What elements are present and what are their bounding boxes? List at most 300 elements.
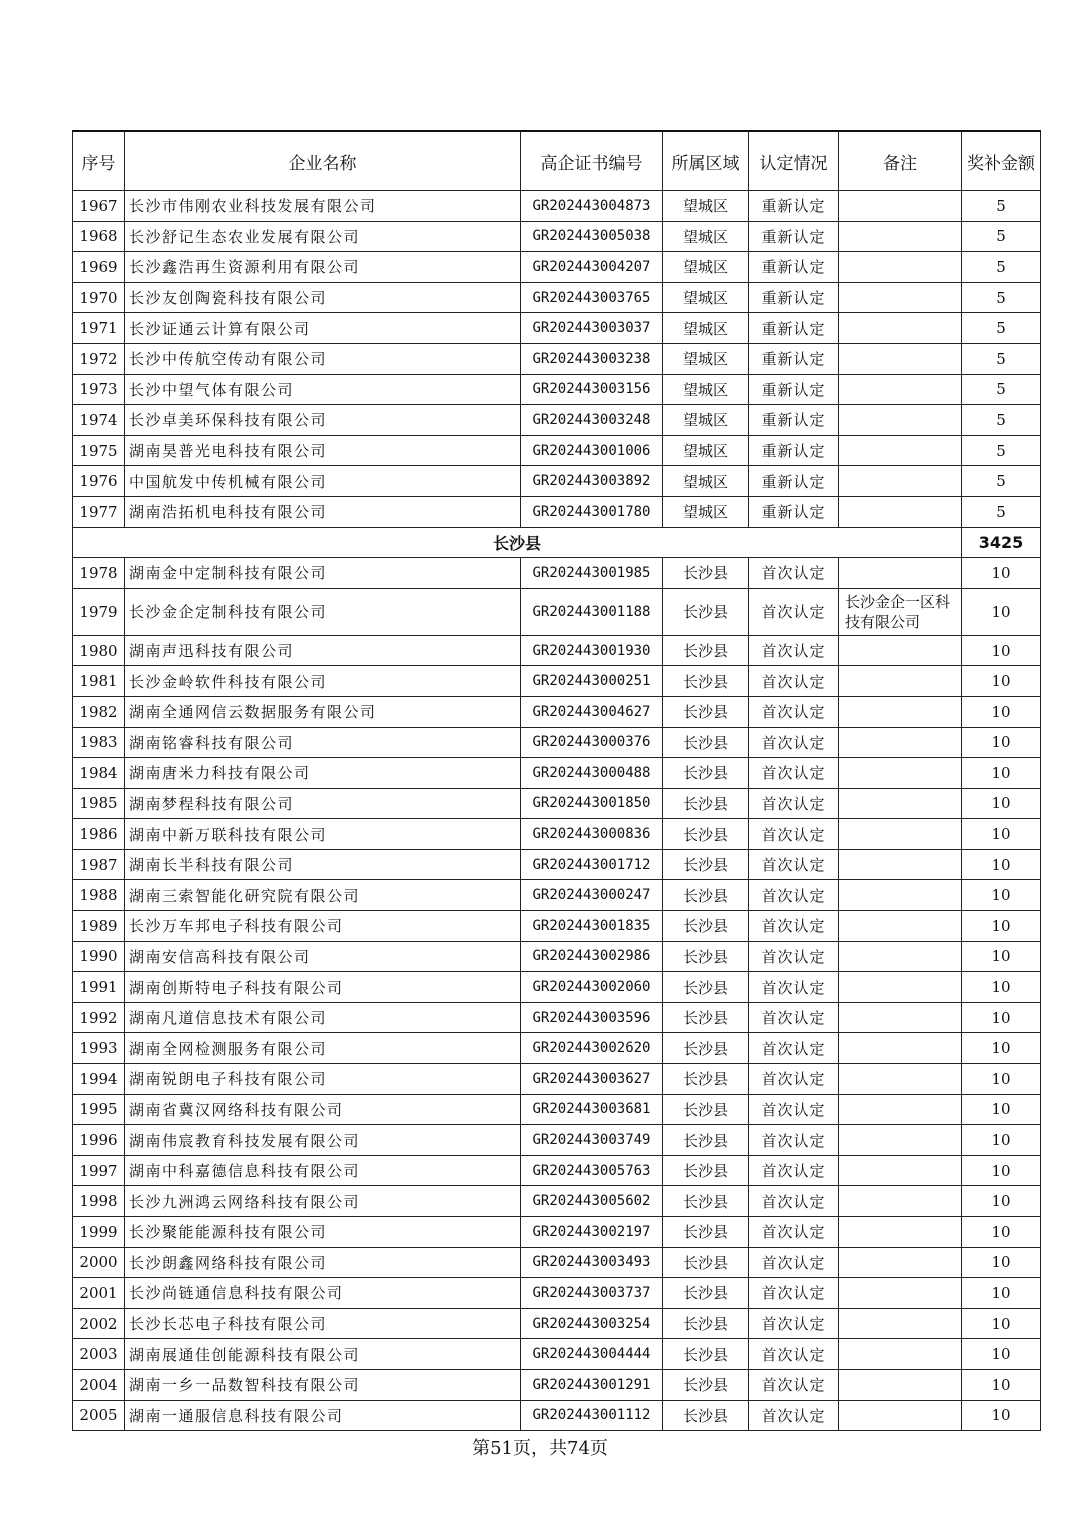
table-row xyxy=(73,282,1041,313)
cell-company-name: 长沙聚能能源科技有限公司 xyxy=(125,1217,521,1248)
table-row xyxy=(73,1278,1041,1309)
cell-note xyxy=(839,1033,962,1064)
cell-district: 长沙县 xyxy=(663,696,749,727)
cell-district: 长沙县 xyxy=(663,1125,749,1156)
cell-district: 望城区 xyxy=(663,313,749,344)
cell-seq: 2000 xyxy=(73,1247,125,1278)
cell-company-name: 长沙证通云计算有限公司 xyxy=(125,313,521,344)
cell-cert-number: GR202443005763 xyxy=(521,1155,663,1186)
cell-seq: 1983 xyxy=(73,727,125,758)
cell-seq: 1984 xyxy=(73,758,125,789)
header-status: 认定情况 xyxy=(749,131,839,191)
cell-company-name: 湖南安信高科技有限公司 xyxy=(125,941,521,972)
header-seq: 序号 xyxy=(73,131,125,191)
cell-note xyxy=(839,788,962,819)
cell-cert-number: GR202443001712 xyxy=(521,849,663,880)
table-row xyxy=(73,435,1041,466)
table-row xyxy=(73,880,1041,911)
cell-seq: 1977 xyxy=(73,496,125,527)
cell-status: 首次认定 xyxy=(749,1247,839,1278)
cell-note xyxy=(839,252,962,283)
cell-status: 首次认定 xyxy=(749,1278,839,1309)
cell-seq: 1986 xyxy=(73,819,125,850)
table-row xyxy=(73,758,1041,789)
cell-district: 长沙县 xyxy=(663,880,749,911)
cell-cert-number: GR202443002060 xyxy=(521,972,663,1003)
cell-amount: 10 xyxy=(962,1155,1041,1186)
cell-company-name: 湖南唐米力科技有限公司 xyxy=(125,758,521,789)
cell-cert-number: GR202443003493 xyxy=(521,1247,663,1278)
cell-amount: 10 xyxy=(962,849,1041,880)
cell-status: 首次认定 xyxy=(749,1064,839,1095)
cell-seq: 1997 xyxy=(73,1155,125,1186)
cell-district: 长沙县 xyxy=(663,1186,749,1217)
cell-cert-number: GR202443001112 xyxy=(521,1400,663,1431)
cell-status: 首次认定 xyxy=(749,788,839,819)
cell-status: 首次认定 xyxy=(749,727,839,758)
cell-amount: 10 xyxy=(962,819,1041,850)
cell-status: 首次认定 xyxy=(749,1125,839,1156)
cell-company-name: 湖南创斯特电子科技有限公司 xyxy=(125,972,521,1003)
cell-company-name: 湖南浩拓机电科技有限公司 xyxy=(125,496,521,527)
cell-status: 重新认定 xyxy=(749,435,839,466)
cell-amount: 10 xyxy=(962,696,1041,727)
cell-cert-number: GR202443003238 xyxy=(521,343,663,374)
cell-amount: 10 xyxy=(962,880,1041,911)
cell-seq: 1968 xyxy=(73,221,125,252)
cell-cert-number: GR202443003749 xyxy=(521,1125,663,1156)
cell-company-name: 湖南长半科技有限公司 xyxy=(125,849,521,880)
cell-district: 长沙县 xyxy=(663,972,749,1003)
cell-amount: 10 xyxy=(962,972,1041,1003)
cell-note xyxy=(839,221,962,252)
cell-note: 长沙金企一区科技有限公司 xyxy=(839,588,962,635)
cell-amount: 10 xyxy=(962,727,1041,758)
cell-note xyxy=(839,313,962,344)
cell-amount: 5 xyxy=(962,496,1041,527)
cell-cert-number: GR202443003037 xyxy=(521,313,663,344)
cell-note xyxy=(839,849,962,880)
cell-cert-number: GR202443000836 xyxy=(521,819,663,850)
cell-cert-number: GR202443003156 xyxy=(521,374,663,405)
cell-seq: 1970 xyxy=(73,282,125,313)
cell-district: 望城区 xyxy=(663,221,749,252)
table-row xyxy=(73,496,1041,527)
cell-seq: 1989 xyxy=(73,911,125,942)
table-row xyxy=(73,1064,1041,1095)
table-row xyxy=(73,911,1041,942)
cell-district: 长沙县 xyxy=(663,1369,749,1400)
cell-note xyxy=(839,911,962,942)
cell-amount: 10 xyxy=(962,911,1041,942)
cell-status: 首次认定 xyxy=(749,911,839,942)
cell-company-name: 湖南省冀汉网络科技有限公司 xyxy=(125,1094,521,1125)
header-note: 备注 xyxy=(839,131,962,191)
cell-status: 首次认定 xyxy=(749,1033,839,1064)
cell-seq: 1995 xyxy=(73,1094,125,1125)
cell-amount: 10 xyxy=(962,1217,1041,1248)
table-row xyxy=(73,405,1041,436)
cell-seq: 1988 xyxy=(73,880,125,911)
cell-company-name: 湖南展通佳创能源科技有限公司 xyxy=(125,1339,521,1370)
cell-district: 长沙县 xyxy=(663,758,749,789)
cell-company-name: 湖南一乡一品数智科技有限公司 xyxy=(125,1369,521,1400)
cell-seq: 1971 xyxy=(73,313,125,344)
cell-cert-number: GR202443003627 xyxy=(521,1064,663,1095)
cell-seq: 1999 xyxy=(73,1217,125,1248)
cell-district: 望城区 xyxy=(663,435,749,466)
cell-company-name: 长沙市伟刚农业科技发展有限公司 xyxy=(125,191,521,222)
cell-district: 长沙县 xyxy=(663,1400,749,1431)
cell-seq: 1969 xyxy=(73,252,125,283)
cell-status: 首次认定 xyxy=(749,635,839,666)
cell-amount: 10 xyxy=(962,558,1041,589)
cell-district: 长沙县 xyxy=(663,941,749,972)
cell-company-name: 湖南声迅科技有限公司 xyxy=(125,635,521,666)
cell-note xyxy=(839,1247,962,1278)
table-row xyxy=(73,1247,1041,1278)
cell-company-name: 湖南铭睿科技有限公司 xyxy=(125,727,521,758)
cell-amount: 10 xyxy=(962,788,1041,819)
table-row xyxy=(73,1155,1041,1186)
cell-note xyxy=(839,343,962,374)
cell-status: 重新认定 xyxy=(749,374,839,405)
cell-district: 长沙县 xyxy=(663,1339,749,1370)
cell-company-name: 湖南昊普光电科技有限公司 xyxy=(125,435,521,466)
cell-district: 长沙县 xyxy=(663,911,749,942)
cell-company-name: 湖南三索智能化研究院有限公司 xyxy=(125,880,521,911)
cell-amount: 10 xyxy=(962,1094,1041,1125)
header-cert-number: 高企证书编号 xyxy=(521,131,663,191)
table-row xyxy=(73,191,1041,222)
cell-company-name: 长沙中望气体有限公司 xyxy=(125,374,521,405)
cell-status: 首次认定 xyxy=(749,880,839,911)
cell-status: 首次认定 xyxy=(749,1339,839,1370)
cell-note xyxy=(839,1278,962,1309)
cell-company-name: 湖南凡道信息技术有限公司 xyxy=(125,1002,521,1033)
cell-seq: 1978 xyxy=(73,558,125,589)
cell-status: 首次认定 xyxy=(749,588,839,635)
cell-status: 重新认定 xyxy=(749,221,839,252)
table-row xyxy=(73,343,1041,374)
cell-company-name: 湖南一通服信息科技有限公司 xyxy=(125,1400,521,1431)
cell-note xyxy=(839,1002,962,1033)
cell-seq: 1980 xyxy=(73,635,125,666)
table-row xyxy=(73,941,1041,972)
cell-status: 首次认定 xyxy=(749,696,839,727)
cell-status: 首次认定 xyxy=(749,972,839,1003)
cell-amount: 5 xyxy=(962,466,1041,497)
enterprise-subsidy-table xyxy=(72,130,1041,1431)
cell-note xyxy=(839,972,962,1003)
cell-amount: 5 xyxy=(962,191,1041,222)
cell-note xyxy=(839,1339,962,1370)
cell-cert-number: GR202443000251 xyxy=(521,666,663,697)
section-row xyxy=(73,527,1041,558)
cell-district: 长沙县 xyxy=(663,1278,749,1309)
cell-status: 首次认定 xyxy=(749,1369,839,1400)
cell-note xyxy=(839,1369,962,1400)
cell-company-name: 湖南锐朗电子科技有限公司 xyxy=(125,1064,521,1095)
cell-seq: 1993 xyxy=(73,1033,125,1064)
cell-status: 重新认定 xyxy=(749,496,839,527)
cell-company-name: 长沙友创陶瓷科技有限公司 xyxy=(125,282,521,313)
table-row xyxy=(73,1400,1041,1431)
cell-amount: 10 xyxy=(962,1247,1041,1278)
cell-note xyxy=(839,635,962,666)
table-row xyxy=(73,558,1041,589)
table-row xyxy=(73,972,1041,1003)
cell-company-name: 长沙金企定制科技有限公司 xyxy=(125,588,521,635)
cell-district: 长沙县 xyxy=(663,666,749,697)
cell-amount: 5 xyxy=(962,435,1041,466)
table-row xyxy=(73,1339,1041,1370)
cell-seq: 1975 xyxy=(73,435,125,466)
cell-cert-number: GR202443005602 xyxy=(521,1186,663,1217)
cell-note xyxy=(839,758,962,789)
cell-company-name: 湖南梦程科技有限公司 xyxy=(125,788,521,819)
cell-note xyxy=(839,880,962,911)
table-row xyxy=(73,221,1041,252)
cell-amount: 5 xyxy=(962,405,1041,436)
cell-district: 望城区 xyxy=(663,466,749,497)
table-row xyxy=(73,374,1041,405)
cell-amount: 10 xyxy=(962,1125,1041,1156)
cell-cert-number: GR202443000247 xyxy=(521,880,663,911)
cell-company-name: 长沙卓美环保科技有限公司 xyxy=(125,405,521,436)
cell-amount: 10 xyxy=(962,1400,1041,1431)
cell-note xyxy=(839,941,962,972)
cell-company-name: 湖南全通网信云数据服务有限公司 xyxy=(125,696,521,727)
cell-cert-number: GR202443000376 xyxy=(521,727,663,758)
section-district-label: 长沙县 xyxy=(73,527,962,558)
header-district: 所属区域 xyxy=(663,131,749,191)
table-row xyxy=(73,819,1041,850)
cell-seq: 1987 xyxy=(73,849,125,880)
cell-amount: 5 xyxy=(962,374,1041,405)
cell-amount: 10 xyxy=(962,1186,1041,1217)
cell-cert-number: GR202443003765 xyxy=(521,282,663,313)
cell-amount: 10 xyxy=(962,941,1041,972)
table-row xyxy=(73,1369,1041,1400)
table-row xyxy=(73,313,1041,344)
table-row xyxy=(73,635,1041,666)
cell-status: 重新认定 xyxy=(749,343,839,374)
cell-note xyxy=(839,191,962,222)
cell-note xyxy=(839,727,962,758)
cell-amount: 10 xyxy=(962,1064,1041,1095)
cell-amount: 10 xyxy=(962,1369,1041,1400)
cell-seq: 1985 xyxy=(73,788,125,819)
cell-status: 首次认定 xyxy=(749,1094,839,1125)
cell-amount: 5 xyxy=(962,343,1041,374)
header-company-name: 企业名称 xyxy=(125,131,521,191)
cell-company-name: 长沙鑫浩再生资源利用有限公司 xyxy=(125,252,521,283)
cell-company-name: 湖南全网检测服务有限公司 xyxy=(125,1033,521,1064)
cell-note xyxy=(839,1186,962,1217)
cell-amount: 5 xyxy=(962,282,1041,313)
cell-amount: 5 xyxy=(962,252,1041,283)
table-row xyxy=(73,588,1041,635)
cell-district: 望城区 xyxy=(663,191,749,222)
cell-cert-number: GR202443001780 xyxy=(521,496,663,527)
cell-company-name: 长沙尚链通信息科技有限公司 xyxy=(125,1278,521,1309)
cell-seq: 1972 xyxy=(73,343,125,374)
cell-seq: 2004 xyxy=(73,1369,125,1400)
cell-amount: 10 xyxy=(962,1308,1041,1339)
cell-district: 长沙县 xyxy=(663,1217,749,1248)
cell-amount: 10 xyxy=(962,1033,1041,1064)
cell-company-name: 长沙长芯电子科技有限公司 xyxy=(125,1308,521,1339)
cell-seq: 1991 xyxy=(73,972,125,1003)
cell-amount: 10 xyxy=(962,1002,1041,1033)
cell-note xyxy=(839,1400,962,1431)
cell-amount: 10 xyxy=(962,635,1041,666)
cell-district: 望城区 xyxy=(663,496,749,527)
cell-seq: 1979 xyxy=(73,588,125,635)
cell-district: 长沙县 xyxy=(663,819,749,850)
table-row xyxy=(73,727,1041,758)
cell-seq: 1976 xyxy=(73,466,125,497)
cell-status: 重新认定 xyxy=(749,252,839,283)
cell-status: 重新认定 xyxy=(749,313,839,344)
cell-cert-number: GR202443002986 xyxy=(521,941,663,972)
cell-district: 长沙县 xyxy=(663,1094,749,1125)
table-row xyxy=(73,1125,1041,1156)
table-row xyxy=(73,788,1041,819)
cell-company-name: 长沙万车邦电子科技有限公司 xyxy=(125,911,521,942)
cell-district: 长沙县 xyxy=(663,1155,749,1186)
cell-seq: 1992 xyxy=(73,1002,125,1033)
cell-cert-number: GR202443001835 xyxy=(521,911,663,942)
table-row xyxy=(73,1094,1041,1125)
table-row xyxy=(73,696,1041,727)
cell-note xyxy=(839,1064,962,1095)
cell-cert-number: GR202443003254 xyxy=(521,1308,663,1339)
cell-cert-number: GR202443003737 xyxy=(521,1278,663,1309)
table-header-row xyxy=(73,131,1041,191)
cell-amount: 10 xyxy=(962,1278,1041,1309)
cell-cert-number: GR202443002620 xyxy=(521,1033,663,1064)
cell-note xyxy=(839,1094,962,1125)
cell-company-name: 长沙中传航空传动有限公司 xyxy=(125,343,521,374)
cell-cert-number: GR202443001930 xyxy=(521,635,663,666)
cell-amount: 5 xyxy=(962,221,1041,252)
cell-amount: 10 xyxy=(962,1339,1041,1370)
cell-seq: 1974 xyxy=(73,405,125,436)
cell-cert-number: GR202443004627 xyxy=(521,696,663,727)
cell-note xyxy=(839,696,962,727)
cell-note xyxy=(839,374,962,405)
cell-note xyxy=(839,466,962,497)
cell-cert-number: GR202443005038 xyxy=(521,221,663,252)
cell-note xyxy=(839,666,962,697)
cell-seq: 1973 xyxy=(73,374,125,405)
table-row xyxy=(73,466,1041,497)
table-row xyxy=(73,1002,1041,1033)
cell-district: 长沙县 xyxy=(663,788,749,819)
cell-district: 长沙县 xyxy=(663,588,749,635)
page-number: 第51页，共74页 xyxy=(472,1438,608,1459)
cell-note xyxy=(839,1125,962,1156)
cell-status: 首次认定 xyxy=(749,558,839,589)
cell-amount: 10 xyxy=(962,666,1041,697)
cell-cert-number: GR202443003681 xyxy=(521,1094,663,1125)
cell-note xyxy=(839,435,962,466)
cell-status: 首次认定 xyxy=(749,941,839,972)
cell-seq: 1996 xyxy=(73,1125,125,1156)
cell-company-name: 长沙舒记生态农业发展有限公司 xyxy=(125,221,521,252)
cell-district: 长沙县 xyxy=(663,1033,749,1064)
cell-company-name: 湖南中新万联科技有限公司 xyxy=(125,819,521,850)
table-row xyxy=(73,666,1041,697)
table-row xyxy=(73,849,1041,880)
cell-company-name: 湖南中科嘉德信息科技有限公司 xyxy=(125,1155,521,1186)
cell-note xyxy=(839,1155,962,1186)
cell-cert-number: GR202443004444 xyxy=(521,1339,663,1370)
cell-cert-number: GR202443003596 xyxy=(521,1002,663,1033)
cell-district: 长沙县 xyxy=(663,1247,749,1278)
cell-cert-number: GR202443001985 xyxy=(521,558,663,589)
cell-seq: 2002 xyxy=(73,1308,125,1339)
cell-district: 望城区 xyxy=(663,374,749,405)
cell-cert-number: GR202443001188 xyxy=(521,588,663,635)
cell-seq: 1967 xyxy=(73,191,125,222)
cell-district: 望城区 xyxy=(663,405,749,436)
cell-district: 长沙县 xyxy=(663,727,749,758)
cell-company-name: 长沙朗鑫网络科技有限公司 xyxy=(125,1247,521,1278)
cell-seq: 1994 xyxy=(73,1064,125,1095)
cell-note xyxy=(839,282,962,313)
cell-status: 重新认定 xyxy=(749,191,839,222)
cell-note xyxy=(839,1217,962,1248)
cell-cert-number: GR202443002197 xyxy=(521,1217,663,1248)
cell-company-name: 长沙金岭软件科技有限公司 xyxy=(125,666,521,697)
cell-amount: 10 xyxy=(962,758,1041,789)
cell-cert-number: GR202443003892 xyxy=(521,466,663,497)
cell-status: 首次认定 xyxy=(749,1002,839,1033)
cell-status: 首次认定 xyxy=(749,666,839,697)
cell-status: 重新认定 xyxy=(749,282,839,313)
cell-district: 长沙县 xyxy=(663,849,749,880)
cell-note xyxy=(839,1308,962,1339)
cell-status: 首次认定 xyxy=(749,819,839,850)
cell-company-name: 湖南金中定制科技有限公司 xyxy=(125,558,521,589)
table-row xyxy=(73,1217,1041,1248)
cell-district: 长沙县 xyxy=(663,635,749,666)
cell-seq: 1982 xyxy=(73,696,125,727)
cell-cert-number: GR202443003248 xyxy=(521,405,663,436)
cell-status: 首次认定 xyxy=(749,1186,839,1217)
table-row xyxy=(73,1186,1041,1217)
table-row xyxy=(73,1033,1041,1064)
header-amount: 奖补金额 xyxy=(962,131,1041,191)
table-row xyxy=(73,252,1041,283)
cell-company-name: 长沙九洲鸿云网络科技有限公司 xyxy=(125,1186,521,1217)
cell-district: 长沙县 xyxy=(663,1308,749,1339)
cell-seq: 2003 xyxy=(73,1339,125,1370)
cell-note xyxy=(839,819,962,850)
cell-note xyxy=(839,558,962,589)
cell-district: 长沙县 xyxy=(663,558,749,589)
cell-company-name: 湖南伟宸教育科技发展有限公司 xyxy=(125,1125,521,1156)
cell-district: 长沙县 xyxy=(663,1064,749,1095)
cell-cert-number: GR202443000488 xyxy=(521,758,663,789)
cell-company-name: 中国航发中传机械有限公司 xyxy=(125,466,521,497)
cell-district: 望城区 xyxy=(663,252,749,283)
cell-seq: 1990 xyxy=(73,941,125,972)
cell-cert-number: GR202443001006 xyxy=(521,435,663,466)
